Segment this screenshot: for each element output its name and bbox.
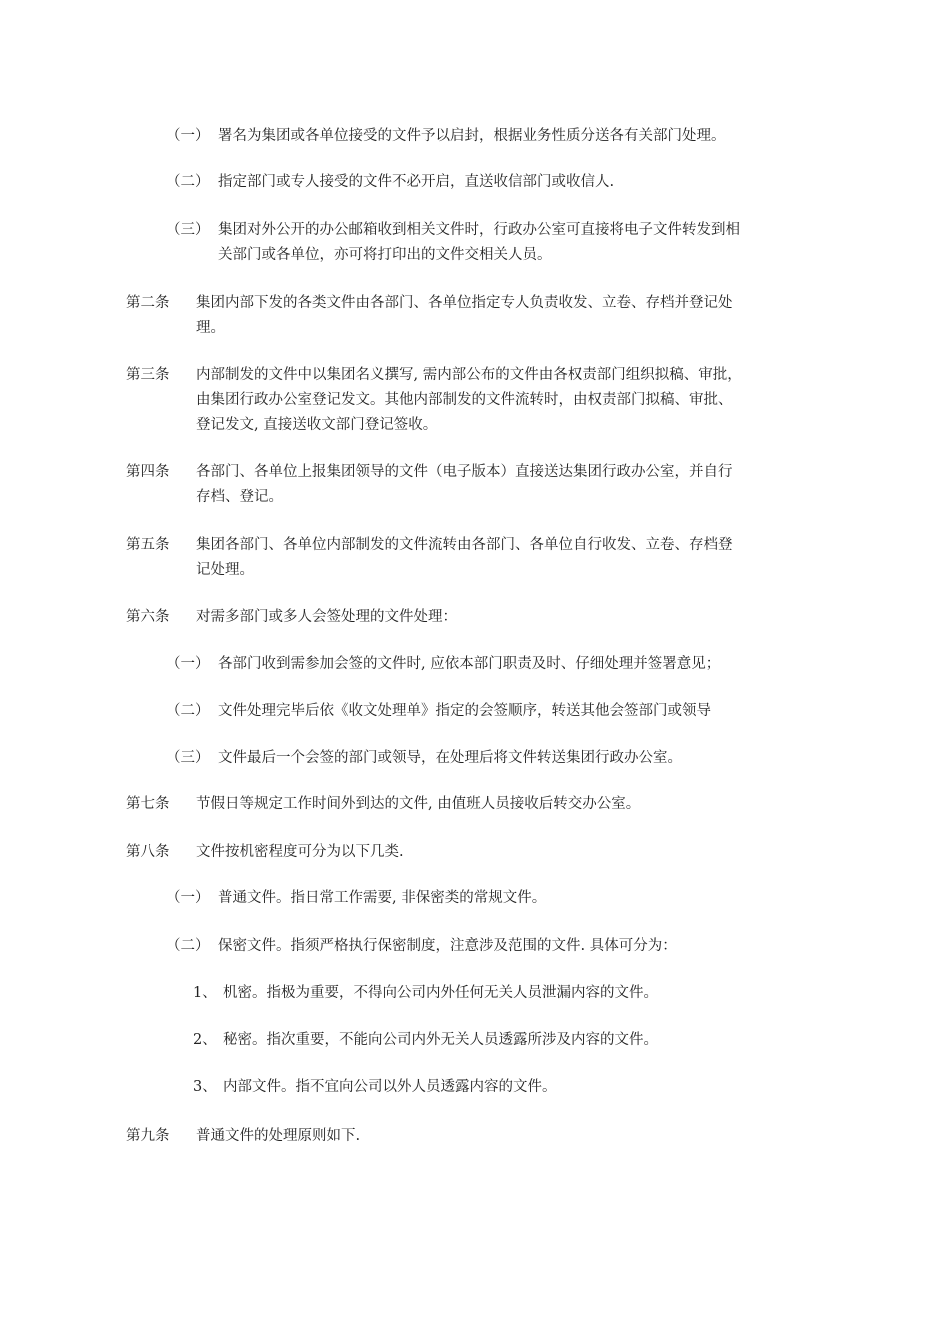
article-number: 第六条 (126, 609, 170, 625)
item-text: 保密文件。指须严格执行保密制度，注意涉及范围的文件. 具体可分为： (218, 938, 677, 954)
article-number: 第七条 (126, 796, 170, 812)
item-number: （一） (166, 890, 210, 906)
item-text: 集团对外公开的办公邮箱收到相关文件时，行政办公室可直接将电子文件转发到相 关部门或各单位，亦可将打印出的文件交相关人员。 (218, 222, 740, 263)
item-number: （三） (166, 750, 210, 766)
article-text: 节假日等规定工作时间外到达的文件, 由值班人员接收后转交办公室。 (196, 796, 641, 812)
article-text: 对需多部门或多人会签处理的文件处理： (196, 609, 457, 625)
item-text: 指定部门或专人接受的文件不必开启，直送收信部门或收信人. (218, 174, 615, 190)
article-text: 普通文件的处理原则如下. (196, 1128, 361, 1144)
article-number: 第四条 (126, 464, 170, 480)
item-text: 秘密。指次重要，不能向公司内外无关人员透露所涉及内容的文件。 (223, 1032, 658, 1048)
item-number: （一） (166, 656, 210, 672)
article-text: 文件按机密程度可分为以下几类. (196, 844, 404, 860)
article-number: 第二条 (126, 295, 170, 311)
item-number: 3、 (193, 1079, 217, 1095)
article-number: 第三条 (126, 367, 170, 383)
article-number: 第九条 (126, 1128, 170, 1144)
item-number: （二） (166, 938, 210, 954)
item-number: （一） (166, 128, 210, 144)
item-text: 内部文件。指不宜向公司以外人员透露内容的文件。 (223, 1079, 557, 1095)
article-text: 内部制发的文件中以集团名义撰写, 需内部公布的文件由各权责部门组织拟稿、审批， 由集团行政办公室登记发文。其他内部制发的文件流转时，由权责部门拟稿、审批、 登记发文, 直接送收文部门登记签收。 (196, 367, 742, 433)
item-text: 普通文件。指日常工作需要, 非保密类的常规文件。 (218, 890, 547, 906)
item-text: 署名为集团或各单位接受的文件予以启封，根据业务性质分送各有关部门处理。 (218, 128, 726, 144)
item-text: 文件处理完毕后依《收文处理单》指定的会签顺序，转送其他会签部门或领导 (218, 703, 711, 719)
item-number: 2、 (193, 1032, 217, 1048)
item-number: 1、 (193, 985, 217, 1001)
item-text: 各部门收到需参加会签的文件时, 应依本部门职责及时、仔细处理并签署意见； (218, 656, 721, 672)
item-number: （二） (166, 703, 210, 719)
article-number: 第八条 (126, 844, 170, 860)
item-number: （三） (166, 222, 210, 238)
item-text: 文件最后一个会签的部门或领导，在处理后将文件转送集团行政办公室。 (218, 750, 682, 766)
article-number: 第五条 (126, 537, 170, 553)
item-number: （二） (166, 174, 210, 190)
article-text: 集团各部门、各单位内部制发的文件流转由各部门、各单位自行收发、立卷、存档登 记处理。 (196, 537, 733, 578)
article-text: 各部门、各单位上报集团领导的文件（电子版本）直接送达集团行政办公室，并自行 存档、登记。 (196, 464, 733, 505)
article-text: 集团内部下发的各类文件由各部门、各单位指定专人负责收发、立卷、存档并登记处 理。 (196, 295, 733, 336)
item-text: 机密。指极为重要，不得向公司内外任何无关人员泄漏内容的文件。 (223, 985, 658, 1001)
